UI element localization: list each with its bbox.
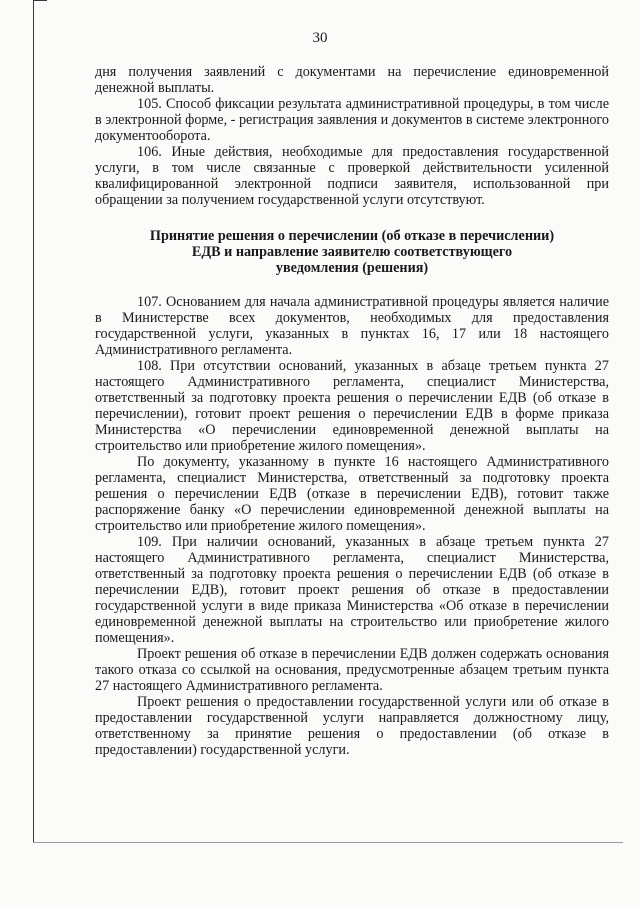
document-body bbox=[95, 64, 609, 758]
paragraph-108: 108. При отсутствии оснований, указанных в абзаце третьем пункта 27 настоящего Административного регламента, специалист Министерства, ответственный за подготовку проекта решения о перечислении ЕДВ (об отказе в перечислении), готовит проект решения о перечислении ЕДВ в форме приказа Министерства «О перечислении единовременной денежной выплаты на строительство или приобретение жилого помещения». bbox=[95, 358, 609, 454]
paragraph-109-refusal-content: Проект решения об отказе в перечислении ЕДВ должен содержать основания такого отказа со ссылкой на основания, предусмотренные абзацем третьим пункта 27 настоящего Административного регламента. bbox=[95, 646, 609, 694]
section-heading-line-1: Принятие решения о перечислении (об отказе в перечислении) bbox=[149, 228, 555, 244]
section-heading bbox=[95, 228, 609, 276]
section-heading-line-3: уведомления (решения) bbox=[275, 260, 429, 276]
paragraph-104-continuation: дня получения заявлений с документами на перечисление единовременной денежной выплаты. bbox=[95, 64, 609, 96]
page-number: 30 bbox=[312, 30, 328, 46]
paragraph-109: 109. При наличии оснований, указанных в абзаце третьем пункта 27 настоящего Административного регламента, специалист Министерства, ответственный за подготовку проекта решения о перечислении ЕДВ (об отказе в перечислении ЕДВ), готовит проект решения об отказе в предоставлении государственной услуги в виде приказа Министерства «Об отказе в перечислении единовременной денежной выплаты на строительство или приобретение жилого помещения». bbox=[95, 534, 609, 646]
paragraph-108-document: По документу, указанному в пункте 16 настоящего Административного регламента, специалист Министерства, ответственный за подготовку проекта решения о перечислении ЕДВ (отказе в перечислении ЕДВ), готовит также распоряжение банку «О перечислении единовременной денежной выплаты на строительство или приобретение жилого помещения». bbox=[95, 454, 609, 534]
page-frame-top bbox=[33, 0, 47, 1]
paragraph-105: 105. Способ фиксации результата административной процедуры, в том числе в электронной форме, - регистрация заявления и документов в системе электронного документооборота. bbox=[95, 96, 609, 144]
section-heading-line-2: ЕДВ и направление заявителю соответствующего bbox=[191, 244, 513, 260]
paragraph-106: 106. Иные действия, необходимые для предоставления государственной услуги, в том числе связанные с проверкой действительности усиленной квалифицированной электронной подписи заявителя, использованной при обращении за получением государственной услуги отсутствуют. bbox=[95, 144, 609, 208]
paragraph-107: 107. Основанием для начала административной процедуры является наличие в Министерстве всех документов, необходимых для предоставления государственной услуги, указанных в пунктах 16, 17 или 18 настоящего Административного регламента. bbox=[95, 294, 609, 358]
page-frame-bottom bbox=[33, 842, 623, 843]
page-frame-left bbox=[33, 0, 34, 842]
paragraph-109-routing: Проект решения о предоставлении государственной услуги или об отказе в предоставлении государственной услуги направляется должностному лицу, ответственному за принятие решения о предоставлении (об отказе в предоставлении) государственной услуги. bbox=[95, 694, 609, 758]
